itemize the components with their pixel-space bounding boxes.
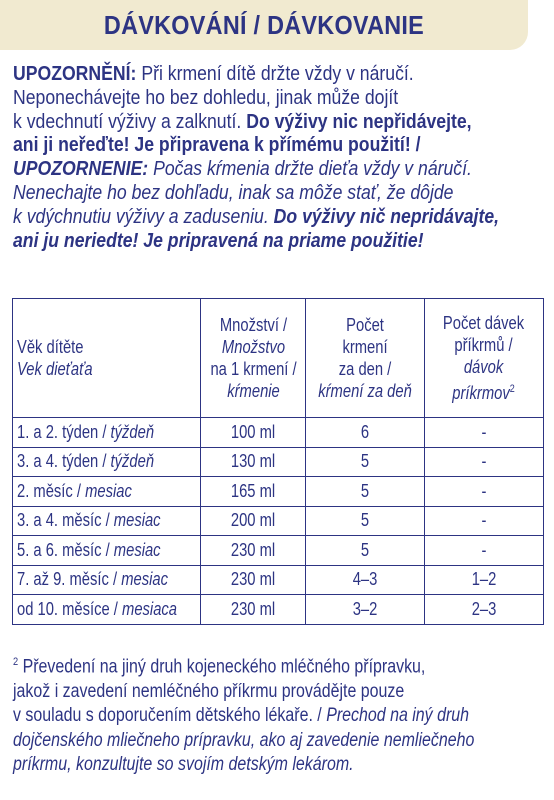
header-text: Počet [346,315,384,335]
cell-amount [201,595,306,625]
header-text: na 1 krmení / [210,359,297,379]
age-sk: týždeň [110,421,155,442]
header-text: kŕmení za deň [318,381,412,401]
cell-feeds [306,477,425,507]
cell-amount [201,565,306,595]
age-cz: 3. a 4. týden / [17,451,107,472]
amount-value: 165 ml [230,480,276,501]
footnote-line: jakož i zavedení nemléčného příkrmu provádějte pouze [13,680,405,702]
header-text: příkrmů / [454,335,514,355]
age-sk: týždeň [110,451,155,472]
age-cz: 2. měsíc / [17,480,81,501]
table-row [13,418,544,448]
amount-value: 200 ml [230,510,276,531]
age-cz: 3. a 4. měsíc / [17,510,110,531]
feeds-value: 5 [360,480,370,501]
header-text: krmení [342,337,388,357]
warning-line [13,157,472,181]
header-text: Množství / [219,315,288,335]
feeds-value: 5 [360,510,370,531]
amount-value: 100 ml [230,421,276,442]
age-cz: 1. a 2. týden / [17,421,107,442]
feeds-value: 3–2 [352,598,378,619]
age-sk: mesiac [113,510,161,531]
cell-amount [201,447,306,477]
warning-text: Při krmení dítě držte vždy v náručí. [141,62,414,85]
header-text: dávok [464,357,504,377]
age-sk: mesiac [121,569,168,590]
cell-age [13,447,201,477]
cell-age [13,418,201,448]
footnote-line: príkrmu, konzultujte so svojím detským lekárom. [13,754,354,776]
header-text: za den / [338,359,392,379]
cell-feeds [306,418,425,448]
warning-line: ani ju neriedte! Je pripravená na priame použitie! [13,228,424,252]
age-sk: mesiaca [122,598,178,619]
header-portions [425,299,544,418]
dosage-table [12,298,544,625]
warning-emphasis: Do výživy nic nepřidávejte, [246,109,472,133]
header-banner [0,0,528,50]
age-sk: mesiac [113,539,161,560]
cell-portions [425,565,544,595]
header-feeds [306,299,425,418]
header-text: Množstvo [221,337,286,357]
cell-portions [425,595,544,625]
amount-value: 130 ml [230,451,276,472]
footnote [13,650,548,778]
cell-feeds [306,536,425,566]
table-header-row [13,299,544,418]
portions-value: - [481,539,487,560]
table-row [13,477,544,507]
table-row [13,536,544,566]
footnote-marker: 2 [13,656,19,668]
amount-value: 230 ml [230,569,276,590]
table-row [13,447,544,477]
cell-portions [425,536,544,566]
amount-value: 230 ml [230,598,276,619]
warning-line: Nenechajte ho bez dohľadu, inak sa môže stať, že dôjde [13,180,454,204]
footnote-text: v souladu s doporučením dětského lékaře. / [13,705,322,727]
cell-age [13,506,201,536]
footnote-line [13,650,462,680]
amount-value: 230 ml [230,539,276,560]
cell-portions [425,477,544,507]
header-text: Věk dítěte [17,337,84,357]
warning-line [13,204,500,229]
warning-block [13,62,543,252]
portions-value: - [481,451,487,472]
table-row [13,565,544,595]
footnote-line: dojčenského mliečneho prípravku, ako aj zavedenie nemliečneho [13,729,475,751]
age-cz: 7. až 9. měsíc / [17,569,118,590]
portions-value: 1–2 [471,569,497,590]
cell-amount [201,506,306,536]
warning-label-sk: UPOZORNENIE: [13,157,149,181]
footnote-text: Převedení na jiný druh kojeneckého mléčného přípravku, [22,656,426,678]
portions-value: - [481,480,487,501]
warning-line [13,62,469,86]
cell-feeds [306,565,425,595]
warning-line: ani ji neřeďte! Je připravena k přímému použití! / [13,133,421,157]
feeds-value: 4–3 [352,569,378,590]
cell-portions [425,418,544,448]
cell-amount [201,536,306,566]
portions-value: 2–3 [471,598,497,619]
header-text: Počet dávek [443,313,525,333]
cell-amount [201,477,306,507]
footnote-text: Prechod na iný druh [326,705,470,727]
table-row [13,595,544,625]
header-text: kŕmenie [227,381,280,401]
cell-feeds [306,595,425,625]
footnote-line [13,704,470,729]
warning-text: k vdýchnutiu výživy a zaduseniu. [13,204,269,228]
feeds-value: 5 [360,451,370,472]
cell-age [13,595,201,625]
portions-value: - [481,510,487,531]
warning-line [13,109,472,134]
header-text: Vek dieťaťa [17,359,93,379]
age-sk: mesiac [85,480,132,501]
cell-portions [425,447,544,477]
header-text: príkrmov [452,383,511,403]
warning-line: Neponechávejte ho bez dohledu, jinak může dojít [13,85,399,109]
warning-emphasis: Do výživy nič nepridávajte, [273,204,500,228]
warning-text: Počas kŕmenia držte dieťa vždy v náručí. [153,157,472,181]
cell-portions [425,506,544,536]
table-row [13,506,544,536]
feeds-value: 6 [360,421,370,442]
cell-age [13,565,201,595]
warning-label-cz: UPOZORNĚNÍ: [13,62,137,85]
warning-text: k vdechnutí výživy a zalknutí. [13,109,242,133]
age-cz: od 10. měsíce / [17,598,118,619]
portions-value: - [481,421,487,442]
footnote-marker: 2 [510,383,516,395]
cell-feeds [306,447,425,477]
cell-age [13,477,201,507]
feeds-value: 5 [360,539,370,560]
cell-feeds [306,506,425,536]
cell-amount [201,418,306,448]
header-age [13,299,201,418]
header-amount [201,299,306,418]
cell-age [13,536,201,566]
age-cz: 5. a 6. měsíc / [17,539,110,560]
page-title: DÁVKOVÁNÍ / DÁVKOVANIE [103,10,425,40]
